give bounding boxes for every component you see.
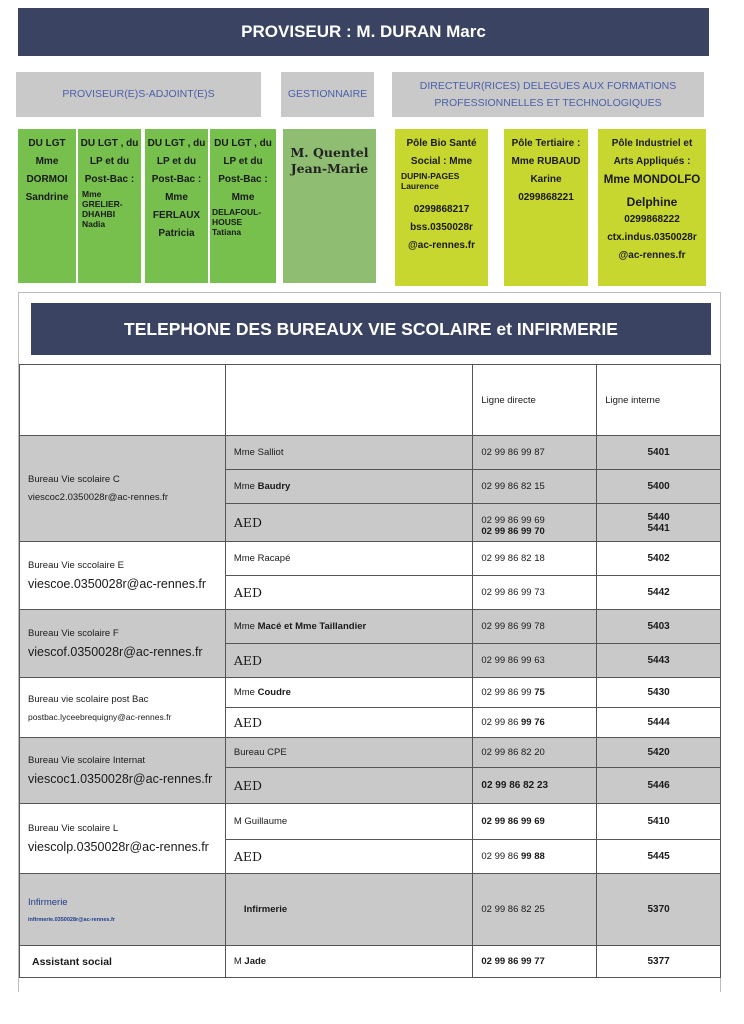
table-row: AED 02 99 86 99 88 5445 xyxy=(20,840,721,874)
principal-banner xyxy=(18,8,709,56)
table-row: Bureau Vie scolaire L viescolp.0350028r@ac-rennes.fr M Guillaume 02 99 86 99 69 5410 xyxy=(20,804,721,840)
header-direct-line: Ligne directe xyxy=(473,365,597,436)
office-e-cell: Bureau Vie sccolaire E viescoe.0350028r@ac-rennes.fr xyxy=(20,542,226,610)
office-internat-cell: Bureau Vie scolaire Internat viescoc1.0350028r@ac-rennes.fr xyxy=(20,738,226,804)
phone-table xyxy=(19,364,721,978)
phone-section-banner xyxy=(31,303,711,355)
table-row: Bureau Vie scolaire Internat viescoc1.0350028r@ac-rennes.fr Bureau CPE 02 99 86 82 20 5420 xyxy=(20,738,721,768)
gestionnaire-card: M. Quentel Jean-Marie xyxy=(283,129,376,283)
header-internal-line: Ligne interne xyxy=(597,365,721,436)
directeurs-header: DIRECTEUR(RICES) DELEGUES AUX FORMATIONS PROFESSIONNELLES ET TECHNOLOGIQUES xyxy=(392,72,704,117)
office-l-cell: Bureau Vie scolaire L viescolp.0350028r@ac-rennes.fr xyxy=(20,804,226,874)
table-row: Mme Baudry 02 99 86 82 15 5400 xyxy=(20,470,721,504)
table-row: Bureau Vie sccolaire E viescoe.0350028r@ac-rennes.fr Mme Racapé 02 99 86 82 18 5402 xyxy=(20,542,721,576)
infirmerie-cell: Infirmerie infirmerie.0350028r@ac-rennes.fr xyxy=(20,874,226,946)
office-c-cell: Bureau Vie scolaire C viescoc2.0350028r@ac-rennes.fr xyxy=(20,436,226,542)
table-row: Assistant social M Jade 02 99 86 99 77 5377 xyxy=(20,946,721,978)
table-row: AED 02 99 86 99 76 5444 xyxy=(20,708,721,738)
adjoint-card-delafoulhouse: DU LGT , du LP et du Post-Bac : Mme DELAFOUL- HOUSE Tatiana xyxy=(210,129,276,283)
table-row: Bureau Vie scolaire F viescof.0350028r@ac-rennes.fr Mme Macé et Mme Taillandier 02 99 86 99 78 5403 xyxy=(20,610,721,644)
pole-industriel-card: Pôle Industriel et Arts Appliqués : Mme MONDOLFO Delphine 0299868222 ctx.indus.0350028r @ac-rennes.fr xyxy=(598,129,706,286)
table-row: AED 02 99 86 99 69 02 99 86 99 70 5440 5441 xyxy=(20,504,721,542)
table-row: AED 02 99 86 99 63 5443 xyxy=(20,644,721,678)
table-row: AED 02 99 86 82 23 5446 xyxy=(20,768,721,804)
table-row: Infirmerie infirmerie.0350028r@ac-rennes.fr Infirmerie 02 99 86 82 25 5370 xyxy=(20,874,721,946)
adjoints-header: PROVISEUR(E)S-ADJOINT(E)S xyxy=(16,72,261,117)
adjoint-card-dormoi: DU LGT Mme DORMOI Sandrine xyxy=(18,129,76,283)
adjoint-card-grelier: DU LGT , du LP et du Post-Bac : Mme GRELIER- DHAHBI Nadia xyxy=(78,129,141,283)
table-row: Bureau vie scolaire post Bac postbac.lyceebrequigny@ac-rennes.fr Mme Coudre 02 99 86 99 75 5430 xyxy=(20,678,721,708)
phone-section-title: TELEPHONE DES BUREAUX VIE SCOLAIRE et INFIRMERIE xyxy=(124,318,618,339)
table-row: Bureau Vie scolaire C viescoc2.0350028r@ac-rennes.fr Mme Salliot 02 99 86 99 87 5401 xyxy=(20,436,721,470)
office-f-cell: Bureau Vie scolaire F viescof.0350028r@ac-rennes.fr xyxy=(20,610,226,678)
gestionnaire-header: GESTIONNAIRE xyxy=(281,72,374,117)
principal-title: PROVISEUR : M. DURAN Marc xyxy=(241,22,486,41)
table-row: AED 02 99 86 99 73 5442 xyxy=(20,576,721,610)
pole-tertiaire-card: Pôle Tertiaire : Mme RUBAUD Karine 0299868221 xyxy=(504,129,588,286)
office-postbac-cell: Bureau vie scolaire post Bac postbac.lyceebrequigny@ac-rennes.fr xyxy=(20,678,226,738)
pole-bio-sante-card: Pôle Bio Santé Social : Mme DUPIN-PAGES Laurence 0299868217 bss.0350028r @ac-rennes.fr xyxy=(395,129,488,286)
adjoint-card-ferlaux: DU LGT , du LP et du Post-Bac : Mme FERLAUX Patricia xyxy=(145,129,208,283)
table-header-row xyxy=(20,365,721,436)
